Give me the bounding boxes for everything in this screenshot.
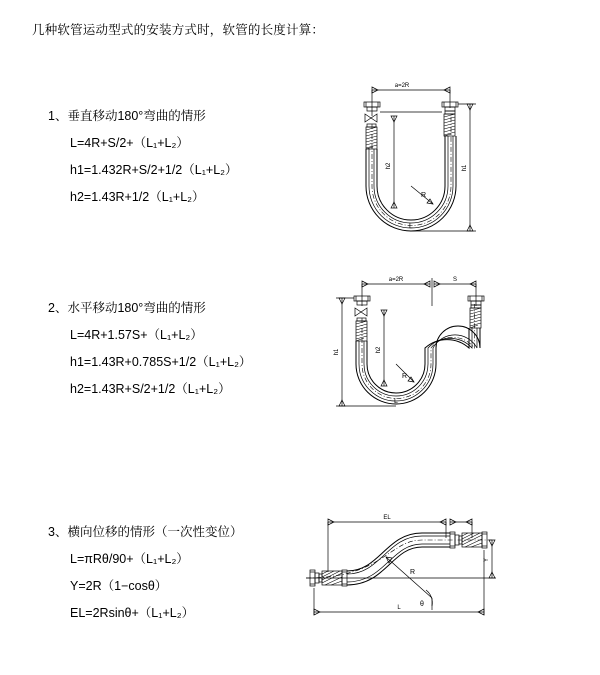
section-2-formula-1: L=4R+1.57S+（L₁+L₂）: [70, 328, 203, 342]
section-2-text: [48, 300, 308, 397]
vertical-180-bend-diagram: [310, 68, 490, 258]
svg-text:L: L: [409, 223, 413, 230]
section-3-formula-2: Y=2R（1−cosθ）: [70, 579, 168, 593]
section-1-heading: 1、垂直移动180°弯曲的情形: [48, 109, 206, 123]
svg-text:Y: Y: [484, 557, 490, 563]
svg-text:θ: θ: [420, 601, 424, 608]
section-1-formula-3: h2=1.43R+1/2（L₁+L₂）: [70, 190, 205, 204]
svg-text:S: S: [452, 277, 458, 283]
svg-text:a=2R: a=2R: [388, 277, 404, 283]
svg-text:L: L: [397, 605, 401, 611]
section-1-text: [48, 108, 308, 205]
svg-text:R: R: [402, 373, 408, 380]
svg-text:R: R: [410, 569, 416, 576]
section-3-formula-1: L=πRθ/90+（L₁+L₂）: [70, 552, 189, 566]
svg-text:h1: h1: [334, 348, 340, 356]
section-1-formula-1: L=4R+S/2+（L₁+L₂）: [70, 136, 189, 150]
svg-text:L: L: [394, 398, 398, 405]
section-2-formula-3: h2=1.43R+S/2+1/2（L₁+L₂）: [70, 382, 231, 396]
section-1-formula-2: h1=1.432R+S/2+1/2（L₁+L₂）: [70, 163, 238, 177]
horizontal-180-bend-diagram: [310, 260, 500, 440]
svg-text:h2: h2: [386, 162, 392, 170]
svg-text:h2: h2: [376, 346, 382, 354]
svg-text:R: R: [421, 192, 427, 199]
svg-text:EL: EL: [383, 515, 391, 521]
section-2-formula-2: h1=1.43R+0.785S+1/2（L₁+L₂）: [70, 355, 252, 369]
section-3-formula-3: EL=2Rsinθ+（L₁+L₂）: [70, 606, 195, 620]
lateral-offset-diagram: [300, 502, 500, 632]
page-title: 几种软管运动型式的安装方式时，软管的长度计算：: [32, 23, 325, 37]
svg-text:a=2R: a=2R: [394, 83, 410, 89]
section-3-text: [48, 524, 308, 621]
svg-text:h1: h1: [462, 164, 468, 172]
section-2-heading: 2、水平移动180°弯曲的情形: [48, 301, 206, 315]
section-3-heading: 3、横向位移的情形（一次性变位）: [48, 525, 243, 539]
